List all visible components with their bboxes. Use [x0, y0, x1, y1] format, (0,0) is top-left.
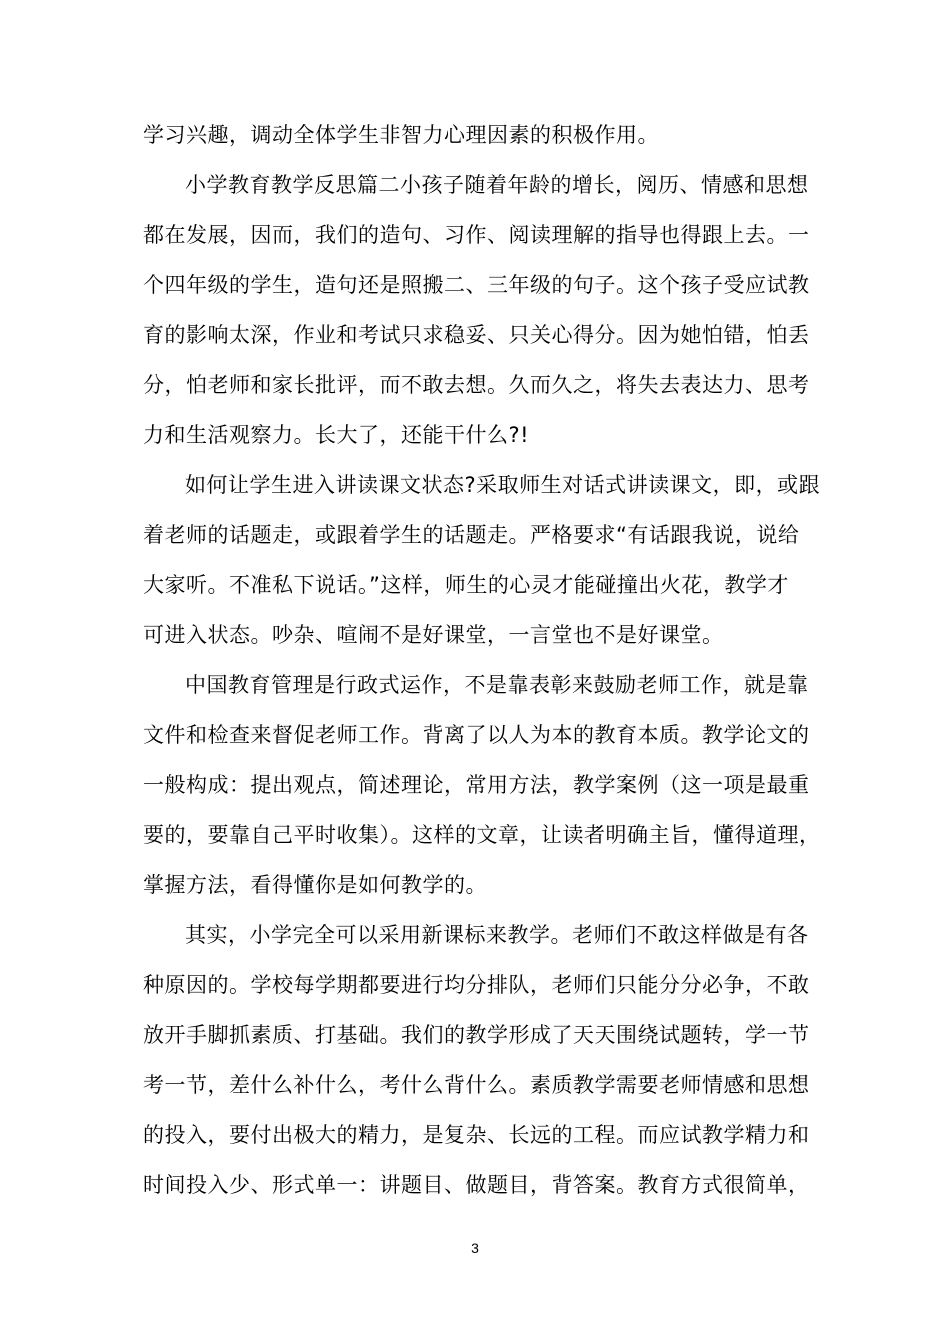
text-line: 学习兴趣，调动全体学生非智力心理因素的积极作用。	[143, 123, 659, 147]
text-line: 文件和检查来督促老师工作。背离了以人为本的教育本质。教学论文的	[143, 723, 810, 747]
text-line: 小学教育教学反思篇二小孩子随着年龄的增长，阅历、情感和思想	[185, 173, 809, 197]
text-line: 时间投入少、形式单一：讲题目、做题目，背答案。教育方式很简单，	[143, 1173, 810, 1197]
text-line: 放开手脚抓素质、打基础。我们的教学形成了天天围绕试题转，学一节	[143, 1023, 810, 1047]
text-line: 力和生活观察力。长大了，还能干什么?!	[143, 423, 530, 447]
text-line: 要的，要靠自己平时收集）。这样的文章，让读者明确主旨，懂得道理，	[143, 823, 821, 847]
text-line: 可进入状态。吵杂、喧闹不是好课堂，一言堂也不是好课堂。	[143, 623, 724, 647]
text-line: 个四年级的学生，造句还是照搬二、三年级的句子。这个孩子受应试教	[143, 273, 810, 297]
text-line: 都在发展，因而，我们的造句、习作、阅读理解的指导也得跟上去。一	[143, 223, 810, 247]
text-line: 着老师的话题走，或跟着学生的话题走。严格要求“有话跟我说，说给	[143, 523, 800, 547]
text-line: 一般构成：提出观点，简述理论，常用方法，教学案例（这一项是最重	[143, 773, 810, 797]
text-line: 的投入，要付出极大的精力，是复杂、长远的工程。而应试教学精力和	[143, 1123, 810, 1147]
text-line: 如何让学生进入讲读课文状态?采取师生对话式讲读课文，即，或跟	[185, 473, 821, 497]
text-line: 其实，小学完全可以采用新课标来教学。老师们不敢这样做是有各	[185, 923, 809, 947]
text-line: 种原因的。学校每学期都要进行均分排队，老师们只能分分必争，不敢	[143, 973, 810, 997]
text-line: 考一节，差什么补什么，考什么背什么。素质教学需要老师情感和思想	[143, 1073, 810, 1097]
page-number: 3	[471, 1240, 479, 1256]
text-line: 大家听。不准私下说话。”这样，师生的心灵才能碰撞出火花，教学才	[143, 573, 789, 597]
text-line: 分，怕老师和家长批评，而不敢去想。久而久之，将失去表达力、思考	[143, 373, 810, 397]
text-line: 掌握方法，看得懂你是如何教学的。	[143, 873, 487, 897]
text-line: 育的影响太深，作业和考试只求稳妥、只关心得分。因为她怕错，怕丢	[143, 323, 810, 347]
text-line: 中国教育管理是行政式运作，不是靠表彰来鼓励老师工作，就是靠	[185, 673, 809, 697]
